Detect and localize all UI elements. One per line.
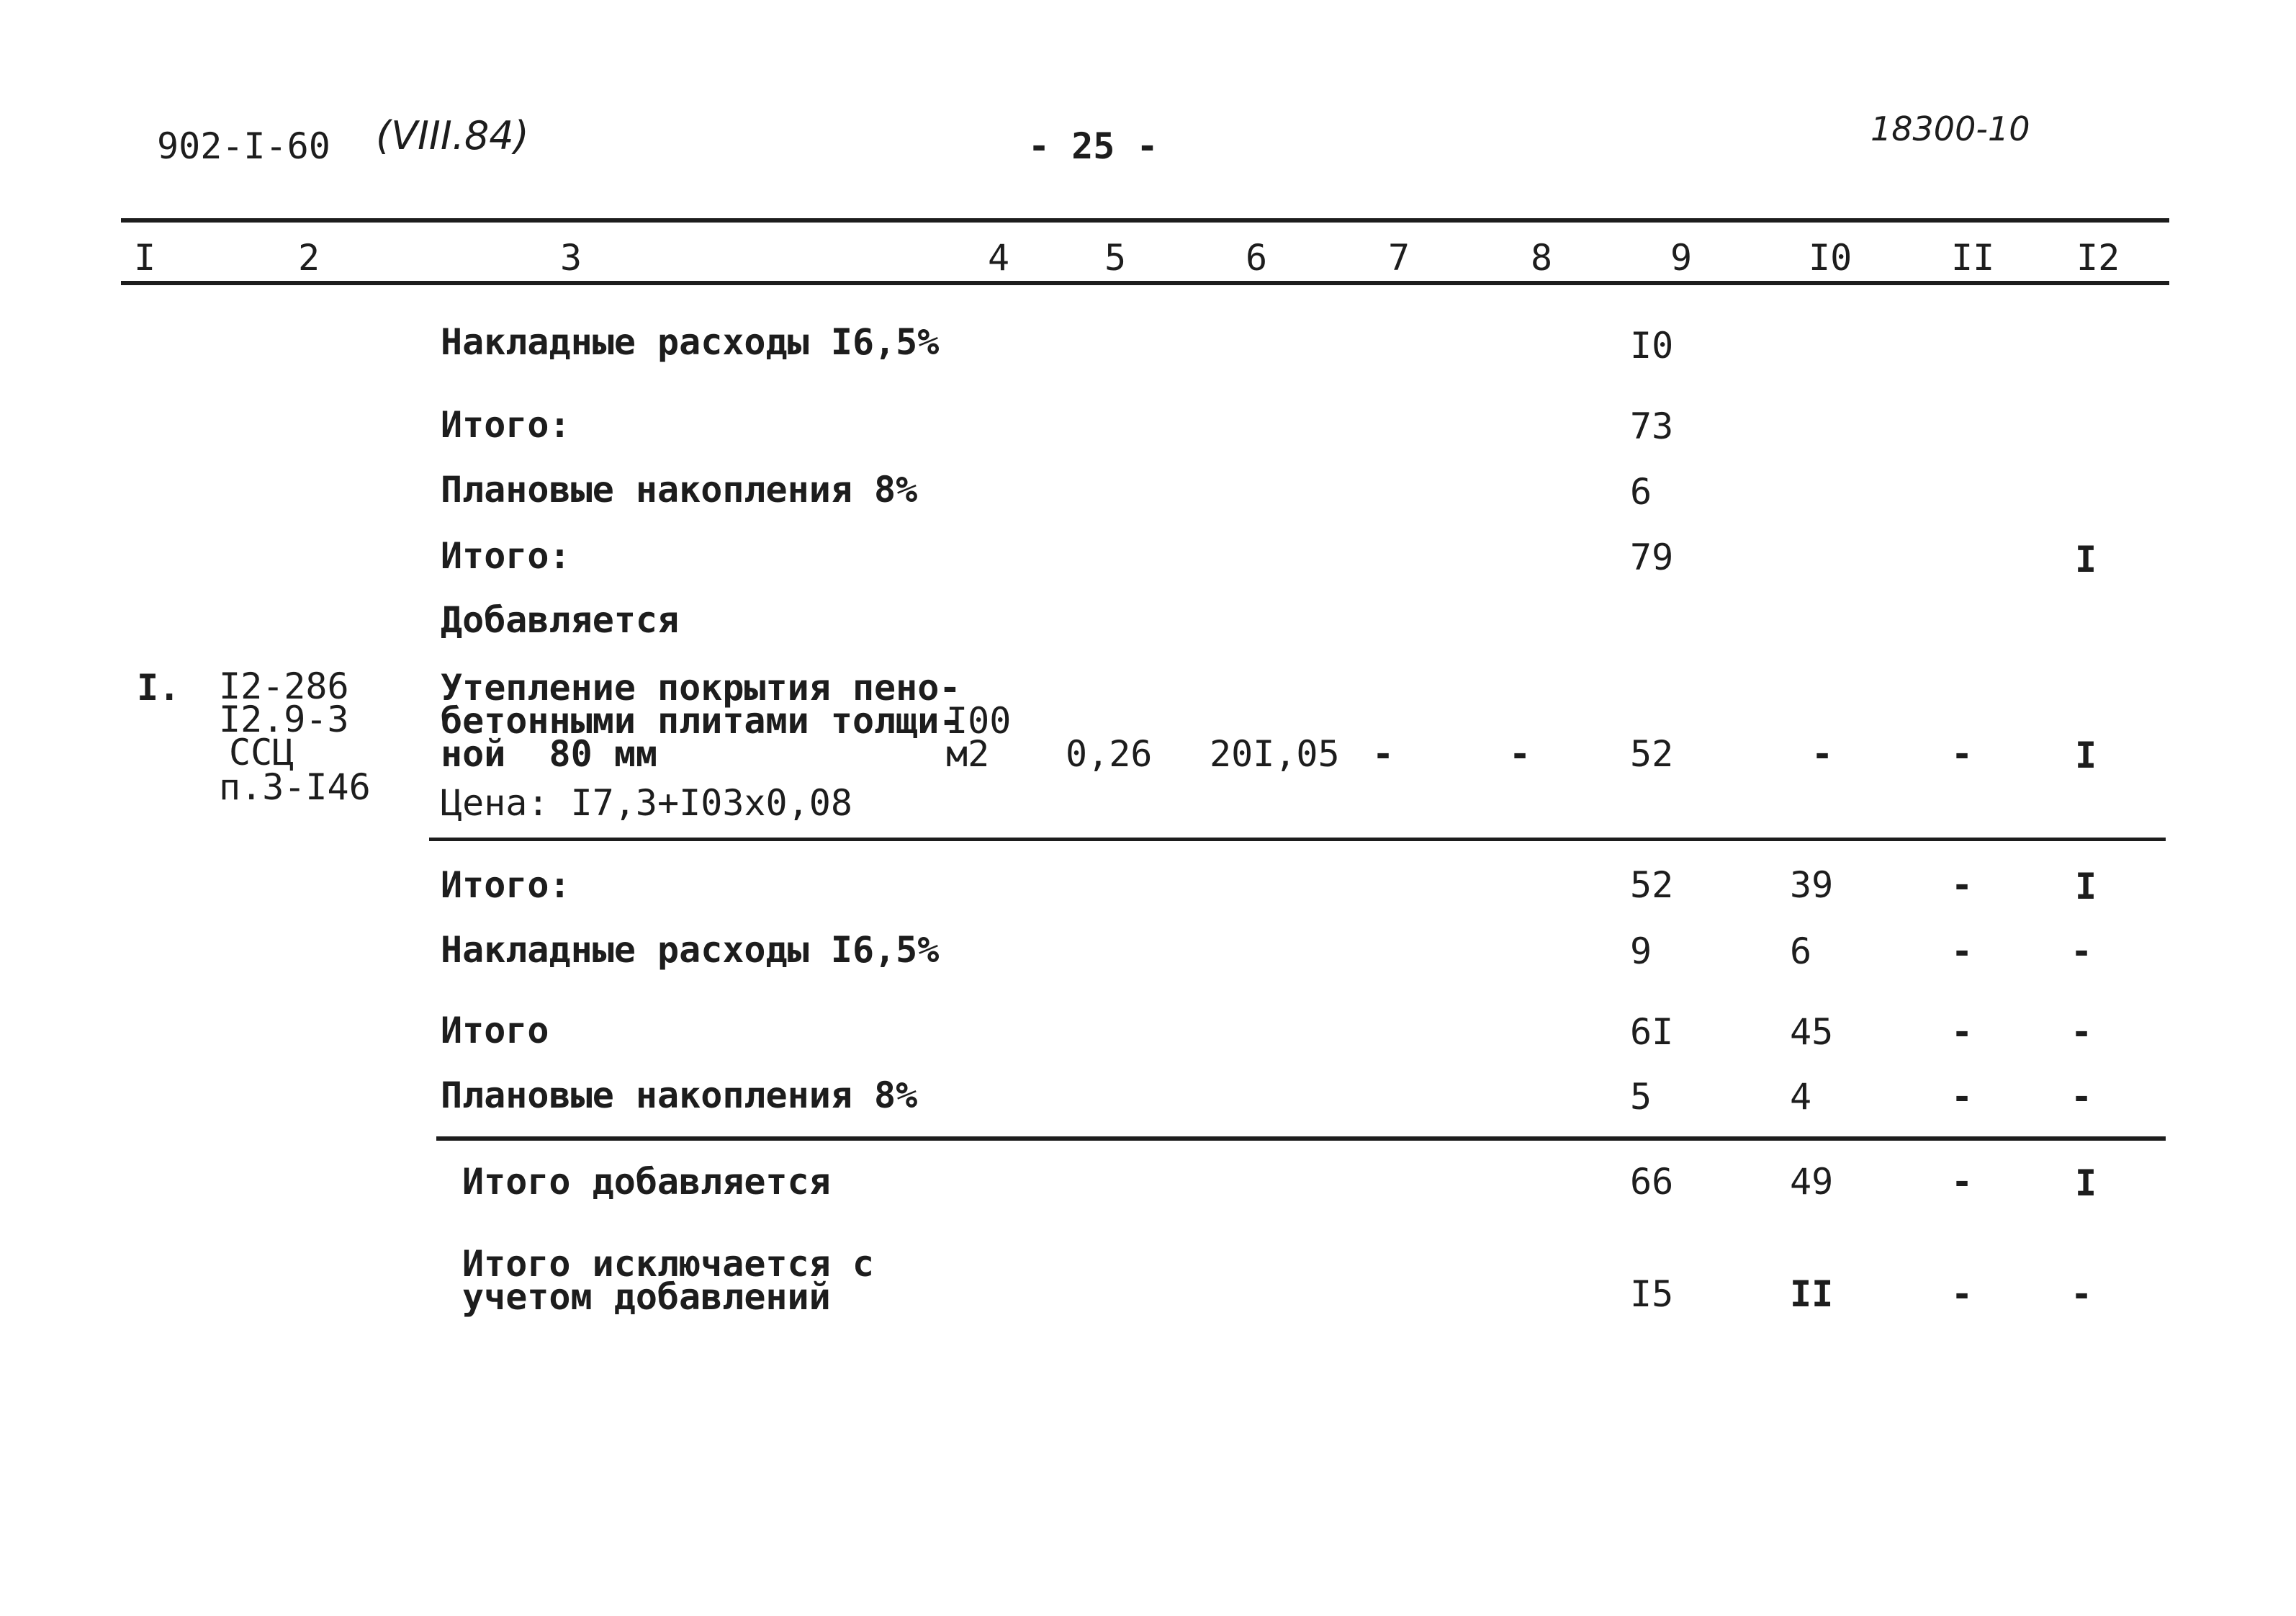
item-price-formula: Цена: I7,3+I03х0,08	[441, 782, 852, 824]
row-item-subtotal-col10: 39	[1790, 864, 1834, 906]
table-header-rule	[121, 281, 2169, 285]
row-total-excluded-label-line-1: Итого исключается с	[462, 1243, 874, 1285]
row-total-added-col12: I	[2075, 1162, 2097, 1204]
column-header-4: 4	[988, 237, 1010, 279]
row-total-excluded-col9: I5	[1630, 1273, 1674, 1315]
item-col5: 0,26	[1066, 733, 1153, 775]
column-header-2: 2	[298, 237, 320, 279]
column-header-11: II	[1951, 237, 1995, 279]
row-item-overhead-col9: 9	[1630, 930, 1652, 972]
item-unit-line-1: I00	[946, 700, 1012, 742]
row-item-total-col11: -	[1951, 1011, 1973, 1053]
item-col9: 52	[1630, 733, 1674, 775]
row-item-total-col9: 6I	[1630, 1011, 1674, 1053]
row-total-excluded-col11: -	[1951, 1273, 1973, 1315]
row-item-total-col10: 45	[1790, 1011, 1834, 1053]
handwritten-number: 18300-10	[1870, 109, 2030, 148]
row-total-excluded-col10: II	[1790, 1273, 1834, 1315]
column-header-1: I	[134, 237, 156, 279]
row-item-subtotal-label: Итого:	[441, 864, 571, 906]
row-item-subtotal-col11: -	[1951, 864, 1973, 906]
row-item-overhead-label: Накладные расходы I6,5%	[441, 929, 940, 971]
row-subtotal-col9: 73	[1630, 405, 1674, 447]
row-total-col12: I	[2075, 539, 2097, 580]
item-unit-line-2: м2	[946, 733, 990, 775]
item-col10: -	[1811, 733, 1834, 775]
column-header-8: 8	[1531, 237, 1553, 279]
table-top-rule	[121, 218, 2169, 223]
column-header-7: 7	[1388, 237, 1410, 279]
row-item-planned-savings-col12: -	[2071, 1076, 2093, 1118]
row-item-planned-savings-col9: 5	[1630, 1076, 1652, 1118]
row-total-added-col9: 66	[1630, 1161, 1674, 1203]
handwritten-date-note: (VIII.84)	[376, 113, 529, 158]
column-header-3: 3	[560, 237, 582, 279]
row-item-subtotal-col12: I	[2075, 866, 2097, 907]
row-total-label: Итого:	[441, 535, 571, 577]
column-header-5: 5	[1104, 237, 1127, 279]
totals-rule	[436, 1136, 2166, 1141]
item-bottom-rule	[429, 838, 2166, 841]
item-code-2: I2.9-3	[219, 699, 349, 740]
item-code-4: п.3-I46	[219, 766, 371, 808]
row-overhead-col9: I0	[1630, 325, 1674, 367]
row-item-overhead-col12: -	[2071, 930, 2093, 972]
row-item-planned-savings-label: Плановые накопления 8%	[441, 1074, 918, 1116]
row-total-col9: 79	[1630, 537, 1674, 578]
row-total-added-col10: 49	[1790, 1161, 1834, 1203]
document-code: 902-I-60	[157, 125, 330, 167]
row-subtotal-label: Итого:	[441, 404, 571, 446]
item-col6: 20I,05	[1210, 733, 1340, 775]
row-total-excluded-col12: -	[2071, 1273, 2093, 1315]
item-code-1: I2-286	[219, 665, 349, 707]
column-header-12: I2	[2076, 237, 2120, 279]
row-item-planned-savings-col11: -	[1951, 1076, 1973, 1118]
column-header-10: I0	[1809, 237, 1852, 279]
row-overhead-label: Накладные расходы I6,5%	[441, 321, 940, 363]
item-col7: -	[1372, 733, 1395, 775]
row-planned-savings-col9: 6	[1630, 471, 1652, 513]
row-item-total-label: Итого	[441, 1010, 549, 1051]
item-number: I.	[137, 667, 181, 709]
column-header-6: 6	[1246, 237, 1268, 279]
row-planned-savings-label: Плановые накопления 8%	[441, 469, 918, 511]
row-total-added-col11: -	[1951, 1161, 1973, 1203]
item-description-line-1: Утепление покрытия пено-	[441, 667, 961, 709]
section-added-label: Добавляется	[441, 599, 680, 641]
row-item-overhead-col11: -	[1951, 930, 1973, 972]
item-description-line-3: ной 80 мм	[441, 733, 658, 775]
row-item-planned-savings-col10: 4	[1790, 1076, 1812, 1118]
row-total-excluded-label-line-2: учетом добавлений	[462, 1276, 831, 1318]
item-col8: -	[1509, 733, 1531, 775]
item-col12: I	[2075, 735, 2097, 776]
page-number: - 25 -	[1028, 125, 1158, 167]
column-header-9: 9	[1670, 237, 1693, 279]
item-col11: -	[1951, 733, 1973, 775]
row-item-overhead-col10: 6	[1790, 930, 1812, 972]
row-item-subtotal-col9: 52	[1630, 864, 1674, 906]
item-description-line-2: бетонными плитами толщи-	[441, 700, 961, 742]
row-total-added-label: Итого добавляется	[462, 1161, 831, 1203]
item-code-3: ССЦ	[229, 732, 294, 773]
row-item-total-col12: -	[2071, 1011, 2093, 1053]
